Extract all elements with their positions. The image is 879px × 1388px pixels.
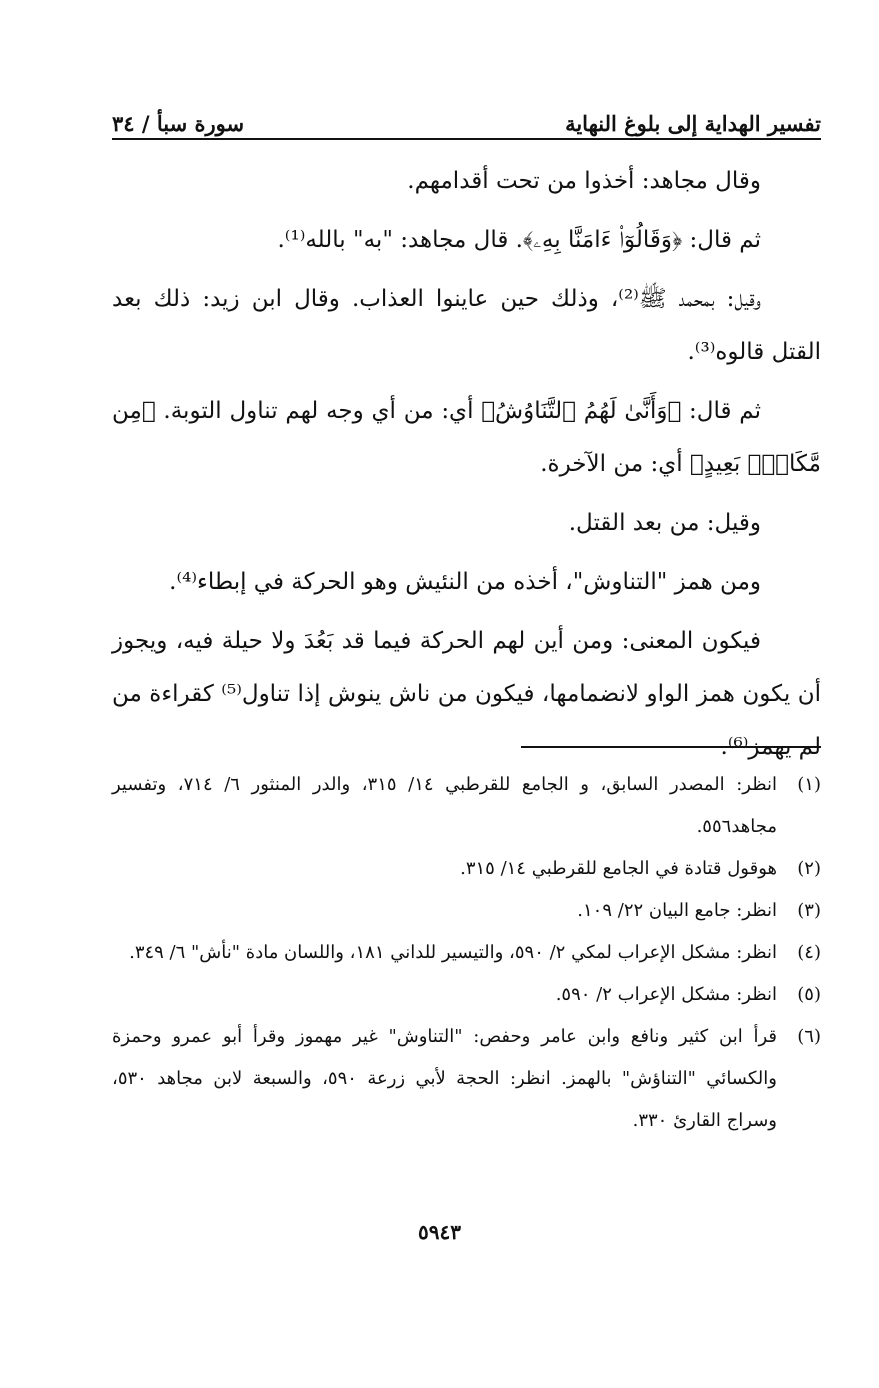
header-rule <box>112 138 821 140</box>
main-text <box>112 155 821 780</box>
footnote-text: انظر: مشكل الإعراب ٢/ ٥٩٠. <box>555 984 777 1005</box>
paragraph: ثم قال: ﴿وَأَنَّىٰ لَهُمُ ٱلتَّنَاوُشُ﴾ أي: من أي وجه لهم تناول التوبة. ﴿مِن مَّكَانٍۭ بَعِيدٍ﴾ أي: من الآخرة. <box>112 398 821 477</box>
footnote-number: (٦) <box>797 1026 821 1047</box>
footnote-number: (١) <box>797 774 821 795</box>
paragraph: وقال مجاهد: أخذوا من تحت أقدامهم. <box>407 168 761 194</box>
footnote <box>112 848 821 890</box>
paragraph: ثم قال: ﴿وَقَالُوٓا۟ ءَامَنَّا بِهِۦ﴾. قال مجاهد: "به" بالله⁽¹⁾. <box>277 227 761 253</box>
footnote-text: انظر: جامع البيان ٢٢/ ١٠٩. <box>577 900 777 921</box>
surah-label: سورة سبأ / ٣٤ <box>112 111 245 136</box>
footnote <box>112 932 821 974</box>
footnotes <box>112 764 821 1142</box>
footnote <box>112 974 821 1016</box>
footnote-rule <box>521 746 821 748</box>
footnote <box>112 890 821 932</box>
paragraph: وقيل: بمحمد ﷺ⁽²⁾، وذلك حين عاينوا العذاب. وقال ابن زيد: ذلك بعد القتل قالوه⁽³⁾. <box>112 286 821 365</box>
paragraph: فيكون المعنى: ومن أين لهم الحركة فيما قد بَعُدَ ولا حيلة فيه، ويجوز أن يكون همز الواو لانضمامها، فيكون من ناش ينوش إذا تناول⁽⁵⁾ كقراءة من لم يهمز⁽⁶⁾. <box>112 628 821 760</box>
footnote-text: انظر: المصدر السابق، و الجامع للقرطبي ١٤/ ٣١٥، والدر المنثور ٦/ ٧١٤، وتفسير مجاهد٥٥٦. <box>112 774 777 837</box>
footnote-number: (٣) <box>797 900 821 921</box>
page-header <box>112 92 821 136</box>
footnote-text: قرأ ابن كثير ونافع وابن عامر وحفص: "التناوش" غير مهموز وقرأ أبو عمرو وحمزة والكسائي "التناؤش" بالهمز. انظر: الحجة لأبي زرعة ٥٩٠، والسبعة لابن مجاهد ٥٣٠، وسراج القارئ ٣٣٠. <box>112 1026 777 1131</box>
footnote-text: انظر: مشكل الإعراب لمكي ٢/ ٥٩٠، والتيسير للداني ١٨١، واللسان مادة "نأش" ٦/ ٣٤٩. <box>129 942 777 963</box>
footnote-number: (٥) <box>797 984 821 1005</box>
footnote-number: (٤) <box>797 942 821 963</box>
page-number: ٥٩٤٣ <box>418 1220 461 1244</box>
book-title: تفسير الهداية إلى بلوغ النهاية <box>565 111 821 136</box>
paragraph: وقيل: من بعد القتل. <box>568 510 761 536</box>
footnote <box>112 1016 821 1142</box>
paragraph: ومن همز "التناوش"، أخذه من النئيش وهو الحركة في إبطاء⁽⁴⁾. <box>169 569 761 595</box>
footnote-text: هوقول قتادة في الجامع للقرطبي ١٤/ ٣١٥. <box>460 858 777 879</box>
footnote <box>112 764 821 848</box>
footnote-number: (٢) <box>797 858 821 879</box>
